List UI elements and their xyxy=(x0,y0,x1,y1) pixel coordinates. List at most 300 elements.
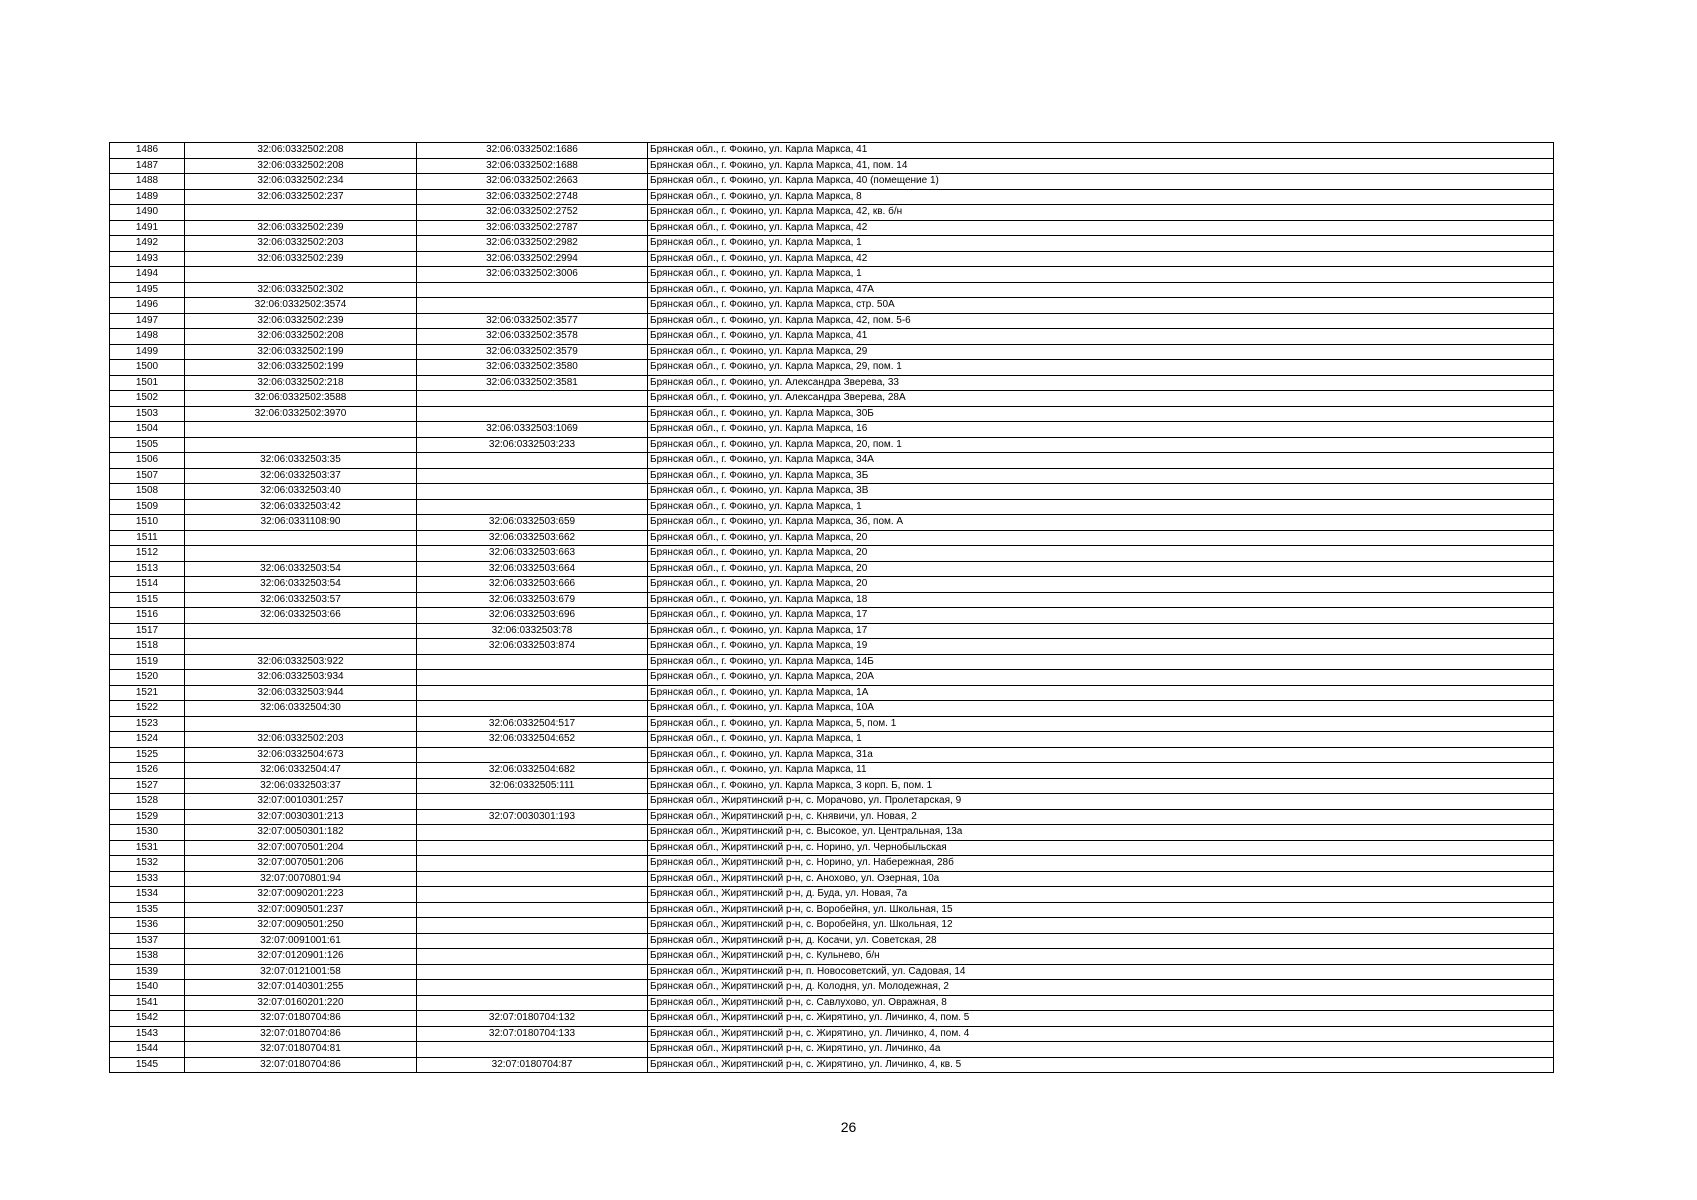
cadastral-number-cell: 32:06:0332502:2982 xyxy=(417,236,648,252)
row-number-cell: 1535 xyxy=(110,902,185,918)
cadastral-number-cell: 32:06:0332503:664 xyxy=(417,561,648,577)
cadastral-number-cell: 32:06:0332503:1069 xyxy=(417,422,648,438)
cadastral-number-parent-cell xyxy=(185,716,417,732)
table-row xyxy=(110,530,1554,546)
cadastral-number-parent-cell: 32:07:0010301:257 xyxy=(185,794,417,810)
table-row xyxy=(110,422,1554,438)
table-row xyxy=(110,406,1554,422)
cadastral-number-cell xyxy=(417,701,648,717)
cadastral-number-cell: 32:06:0332502:2748 xyxy=(417,189,648,205)
table-row xyxy=(110,918,1554,934)
cadastral-number-parent-cell: 32:06:0332504:47 xyxy=(185,763,417,779)
row-number-cell: 1486 xyxy=(110,143,185,159)
cadastral-number-parent-cell: 32:06:0332502:3588 xyxy=(185,391,417,407)
address-cell: Брянская обл., Жирятинский р-н, с. Норино, ул. Набережная, 28б xyxy=(648,856,1554,872)
address-cell: Брянская обл., г. Фокино, ул. Карла Маркса, 3В xyxy=(648,484,1554,500)
address-cell: Брянская обл., Жирятинский р-н, с. Воробейня, ул. Школьная, 15 xyxy=(648,902,1554,918)
cadastral-number-parent-cell: 32:06:0332502:237 xyxy=(185,189,417,205)
cadastral-number-cell: 32:06:0332504:517 xyxy=(417,716,648,732)
table-row xyxy=(110,267,1554,283)
address-cell: Брянская обл., г. Фокино, ул. Карла Маркса, 1 xyxy=(648,499,1554,515)
row-number-cell: 1541 xyxy=(110,995,185,1011)
table-row xyxy=(110,561,1554,577)
cadastral-number-cell xyxy=(417,980,648,996)
table-row xyxy=(110,1042,1554,1058)
cadastral-number-parent-cell: 32:07:0180704:81 xyxy=(185,1042,417,1058)
row-number-cell: 1543 xyxy=(110,1026,185,1042)
cadastral-number-parent-cell: 32:06:0332504:673 xyxy=(185,747,417,763)
address-cell: Брянская обл., г. Фокино, ул. Карла Маркса, 30Б xyxy=(648,406,1554,422)
table-row xyxy=(110,344,1554,360)
row-number-cell: 1502 xyxy=(110,391,185,407)
row-number-cell: 1493 xyxy=(110,251,185,267)
row-number-cell: 1523 xyxy=(110,716,185,732)
cadastral-number-parent-cell: 32:06:0332503:35 xyxy=(185,453,417,469)
address-cell: Брянская обл., Жирятинский р-н, с. Норино, ул. Чернобыльская xyxy=(648,840,1554,856)
row-number-cell: 1524 xyxy=(110,732,185,748)
cadastral-number-parent-cell: 32:06:0332502:208 xyxy=(185,143,417,159)
address-cell: Брянская обл., Жирятинский р-н, с. Жирятино, ул. Личинко, 4а xyxy=(648,1042,1554,1058)
cadastral-number-parent-cell: 32:07:0070501:206 xyxy=(185,856,417,872)
table-row xyxy=(110,236,1554,252)
cadastral-number-cell xyxy=(417,282,648,298)
row-number-cell: 1499 xyxy=(110,344,185,360)
row-number-cell: 1494 xyxy=(110,267,185,283)
address-cell: Брянская обл., Жирятинский р-н, с. Жирятино, ул. Личинко, 4, пом. 5 xyxy=(648,1011,1554,1027)
address-cell: Брянская обл., г. Фокино, ул. Карла Маркса, 3 корп. Б, пом. 1 xyxy=(648,778,1554,794)
table-row xyxy=(110,809,1554,825)
cadastral-number-cell: 32:06:0332503:663 xyxy=(417,546,648,562)
cadastral-number-cell xyxy=(417,654,648,670)
address-cell: Брянская обл., г. Фокино, ул. Карла Маркса, 20, пом. 1 xyxy=(648,437,1554,453)
table-row xyxy=(110,143,1554,159)
address-cell: Брянская обл., г. Фокино, ул. Карла Маркса, 20 xyxy=(648,546,1554,562)
table-row xyxy=(110,639,1554,655)
cadastral-number-parent-cell: 32:07:0090501:237 xyxy=(185,902,417,918)
cadastral-number-cell: 32:06:0332502:3581 xyxy=(417,375,648,391)
address-cell: Брянская обл., г. Фокино, ул. Карла Маркса, 34А xyxy=(648,453,1554,469)
address-cell: Брянская обл., г. Фокино, ул. Карла Маркса, 5, пом. 1 xyxy=(648,716,1554,732)
table-row xyxy=(110,298,1554,314)
cadastral-number-parent-cell xyxy=(185,623,417,639)
row-number-cell: 1505 xyxy=(110,437,185,453)
row-number-cell: 1517 xyxy=(110,623,185,639)
cadastral-number-cell: 32:06:0332504:682 xyxy=(417,763,648,779)
table-row xyxy=(110,313,1554,329)
address-cell: Брянская обл., г. Фокино, ул. Карла Маркса, 31а xyxy=(648,747,1554,763)
address-cell: Брянская обл., Жирятинский р-н, д. Буда, ул. Новая, 7а xyxy=(648,887,1554,903)
row-number-cell: 1519 xyxy=(110,654,185,670)
cadastral-number-parent-cell: 32:07:0180704:86 xyxy=(185,1057,417,1073)
address-cell: Брянская обл., г. Фокино, ул. Карла Маркса, 17 xyxy=(648,623,1554,639)
registry-table-body xyxy=(110,143,1554,1073)
cadastral-number-cell: 32:06:0332504:652 xyxy=(417,732,648,748)
cadastral-number-parent-cell: 32:07:0091001:61 xyxy=(185,933,417,949)
cadastral-number-cell: 32:06:0332503:874 xyxy=(417,639,648,655)
row-number-cell: 1509 xyxy=(110,499,185,515)
table-row xyxy=(110,174,1554,190)
table-row xyxy=(110,995,1554,1011)
row-number-cell: 1528 xyxy=(110,794,185,810)
address-cell: Брянская обл., г. Фокино, ул. Карла Маркса, 11 xyxy=(648,763,1554,779)
cadastral-number-cell xyxy=(417,871,648,887)
address-cell: Брянская обл., г. Фокино, ул. Карла Маркса, 42 xyxy=(648,220,1554,236)
cadastral-number-cell: 32:06:0332503:679 xyxy=(417,592,648,608)
cadastral-number-parent-cell xyxy=(185,639,417,655)
row-number-cell: 1522 xyxy=(110,701,185,717)
row-number-cell: 1516 xyxy=(110,608,185,624)
row-number-cell: 1526 xyxy=(110,763,185,779)
row-number-cell: 1525 xyxy=(110,747,185,763)
table-row xyxy=(110,608,1554,624)
cadastral-number-parent-cell: 32:06:0332502:3970 xyxy=(185,406,417,422)
address-cell: Брянская обл., г. Фокино, ул. Карла Маркса, 3б, пом. А xyxy=(648,515,1554,531)
cadastral-number-parent-cell: 32:06:0332503:57 xyxy=(185,592,417,608)
row-number-cell: 1496 xyxy=(110,298,185,314)
cadastral-number-parent-cell: 32:06:0332502:239 xyxy=(185,313,417,329)
registry-table xyxy=(109,142,1554,1073)
cadastral-number-cell: 32:06:0332502:3578 xyxy=(417,329,648,345)
cadastral-number-cell xyxy=(417,747,648,763)
table-row xyxy=(110,902,1554,918)
address-cell: Брянская обл., г. Фокино, ул. Карла Маркса, 1 xyxy=(648,732,1554,748)
cadastral-number-cell xyxy=(417,391,648,407)
cadastral-number-parent-cell: 32:06:0332502:234 xyxy=(185,174,417,190)
cadastral-number-cell xyxy=(417,499,648,515)
cadastral-number-parent-cell: 32:06:0332502:239 xyxy=(185,220,417,236)
table-row xyxy=(110,964,1554,980)
table-row xyxy=(110,933,1554,949)
cadastral-number-cell: 32:06:0332503:78 xyxy=(417,623,648,639)
cadastral-number-parent-cell: 32:07:0050301:182 xyxy=(185,825,417,841)
table-row xyxy=(110,329,1554,345)
row-number-cell: 1498 xyxy=(110,329,185,345)
cadastral-number-parent-cell: 32:07:0090201:223 xyxy=(185,887,417,903)
address-cell: Брянская обл., Жирятинский р-н, д. Косачи, ул. Советская, 28 xyxy=(648,933,1554,949)
row-number-cell: 1507 xyxy=(110,468,185,484)
row-number-cell: 1506 xyxy=(110,453,185,469)
row-number-cell: 1538 xyxy=(110,949,185,965)
cadastral-number-cell xyxy=(417,685,648,701)
table-row xyxy=(110,685,1554,701)
table-row xyxy=(110,251,1554,267)
table-row xyxy=(110,623,1554,639)
cadastral-number-cell xyxy=(417,918,648,934)
row-number-cell: 1513 xyxy=(110,561,185,577)
cadastral-number-cell: 32:06:0332503:659 xyxy=(417,515,648,531)
cadastral-number-cell xyxy=(417,670,648,686)
row-number-cell: 1530 xyxy=(110,825,185,841)
row-number-cell: 1518 xyxy=(110,639,185,655)
row-number-cell: 1497 xyxy=(110,313,185,329)
address-cell: Брянская обл., г. Фокино, ул. Карла Маркса, 14Б xyxy=(648,654,1554,670)
cadastral-number-parent-cell: 32:06:0332503:37 xyxy=(185,778,417,794)
row-number-cell: 1515 xyxy=(110,592,185,608)
cadastral-number-cell: 32:06:0332502:1688 xyxy=(417,158,648,174)
address-cell: Брянская обл., Жирятинский р-н, с. Высокое, ул. Центральная, 13а xyxy=(648,825,1554,841)
cadastral-number-cell: 32:06:0332502:3580 xyxy=(417,360,648,376)
cadastral-number-parent-cell: 32:06:0332504:30 xyxy=(185,701,417,717)
table-row xyxy=(110,453,1554,469)
cadastral-number-parent-cell: 32:06:0332503:66 xyxy=(185,608,417,624)
table-row xyxy=(110,437,1554,453)
cadastral-number-parent-cell: 32:06:0332503:922 xyxy=(185,654,417,670)
table-row xyxy=(110,1057,1554,1073)
row-number-cell: 1544 xyxy=(110,1042,185,1058)
cadastral-number-parent-cell: 32:07:0120901:126 xyxy=(185,949,417,965)
row-number-cell: 1521 xyxy=(110,685,185,701)
cadastral-number-cell: 32:07:0180704:132 xyxy=(417,1011,648,1027)
page-number: 26 xyxy=(840,1119,857,1135)
cadastral-number-parent-cell: 32:06:0332502:239 xyxy=(185,251,417,267)
address-cell: Брянская обл., Жирятинский р-н, с. Кульнево, б/н xyxy=(648,949,1554,965)
cadastral-number-cell: 32:06:0332502:2663 xyxy=(417,174,648,190)
cadastral-number-parent-cell: 32:07:0180704:86 xyxy=(185,1011,417,1027)
row-number-cell: 1492 xyxy=(110,236,185,252)
address-cell: Брянская обл., г. Фокино, ул. Карла Маркса, 41 xyxy=(648,143,1554,159)
cadastral-number-parent-cell xyxy=(185,437,417,453)
cadastral-number-cell: 32:07:0180704:87 xyxy=(417,1057,648,1073)
address-cell: Брянская обл., г. Фокино, ул. Карла Маркса, 17 xyxy=(648,608,1554,624)
row-number-cell: 1500 xyxy=(110,360,185,376)
cadastral-number-cell xyxy=(417,933,648,949)
cadastral-number-cell: 32:06:0332502:2752 xyxy=(417,205,648,221)
table-row xyxy=(110,546,1554,562)
cadastral-number-parent-cell: 32:07:0180704:86 xyxy=(185,1026,417,1042)
table-row xyxy=(110,468,1554,484)
address-cell: Брянская обл., г. Фокино, ул. Карла Маркса, 29 xyxy=(648,344,1554,360)
cadastral-number-parent-cell: 32:06:0332502:302 xyxy=(185,282,417,298)
table-row xyxy=(110,158,1554,174)
cadastral-number-parent-cell: 32:06:0332502:199 xyxy=(185,344,417,360)
address-cell: Брянская обл., г. Фокино, ул. Карла Маркса, 41, пом. 14 xyxy=(648,158,1554,174)
table-row xyxy=(110,980,1554,996)
address-cell: Брянская обл., Жирятинский р-н, с. Воробейня, ул. Школьная, 12 xyxy=(648,918,1554,934)
table-row xyxy=(110,1011,1554,1027)
row-number-cell: 1520 xyxy=(110,670,185,686)
cadastral-number-cell xyxy=(417,1042,648,1058)
address-cell: Брянская обл., г. Фокино, ул. Карла Маркса, 41 xyxy=(648,329,1554,345)
cadastral-number-cell: 32:07:0180704:133 xyxy=(417,1026,648,1042)
cadastral-number-parent-cell: 32:06:0331108:90 xyxy=(185,515,417,531)
address-cell: Брянская обл., Жирятинский р-н, с. Морачово, ул. Пролетарская, 9 xyxy=(648,794,1554,810)
cadastral-number-cell xyxy=(417,298,648,314)
address-cell: Брянская обл., г. Фокино, ул. Карла Маркса, 1А xyxy=(648,685,1554,701)
cadastral-number-parent-cell: 32:06:0332503:944 xyxy=(185,685,417,701)
table-row xyxy=(110,840,1554,856)
cadastral-number-cell xyxy=(417,825,648,841)
address-cell: Брянская обл., г. Фокино, ул. Карла Маркса, 47А xyxy=(648,282,1554,298)
address-cell: Брянская обл., г. Фокино, ул. Карла Маркса, 20 xyxy=(648,530,1554,546)
table-row xyxy=(110,577,1554,593)
cadastral-number-cell xyxy=(417,949,648,965)
cadastral-number-cell xyxy=(417,453,648,469)
address-cell: Брянская обл., г. Фокино, ул. Карла Маркса, 10А xyxy=(648,701,1554,717)
table-row xyxy=(110,654,1554,670)
cadastral-number-parent-cell: 32:06:0332503:934 xyxy=(185,670,417,686)
row-number-cell: 1534 xyxy=(110,887,185,903)
table-row xyxy=(110,391,1554,407)
row-number-cell: 1542 xyxy=(110,1011,185,1027)
address-cell: Брянская обл., г. Фокино, ул. Карла Маркса, 18 xyxy=(648,592,1554,608)
row-number-cell: 1527 xyxy=(110,778,185,794)
cadastral-number-cell xyxy=(417,840,648,856)
address-cell: Брянская обл., г. Фокино, ул. Карла Маркса, 42 xyxy=(648,251,1554,267)
address-cell: Брянская обл., г. Фокино, ул. Карла Маркса, 8 xyxy=(648,189,1554,205)
table-row xyxy=(110,360,1554,376)
row-number-cell: 1539 xyxy=(110,964,185,980)
table-row xyxy=(110,484,1554,500)
cadastral-number-cell: 32:06:0332502:3577 xyxy=(417,313,648,329)
address-cell: Брянская обл., Жирятинский р-н, с. Жирятино, ул. Личинко, 4, кв. 5 xyxy=(648,1057,1554,1073)
table-row xyxy=(110,375,1554,391)
table-row xyxy=(110,747,1554,763)
address-cell: Брянская обл., Жирятинский р-н, с. Савлухово, ул. Овражная, 8 xyxy=(648,995,1554,1011)
address-cell: Брянская обл., Жирятинский р-н, с. Княвичи, ул. Новая, 2 xyxy=(648,809,1554,825)
cadastral-number-cell: 32:06:0332502:3006 xyxy=(417,267,648,283)
table-row xyxy=(110,205,1554,221)
address-cell: Брянская обл., г. Фокино, ул. Карла Маркса, 20 xyxy=(648,577,1554,593)
cadastral-number-parent-cell: 32:06:0332502:199 xyxy=(185,360,417,376)
table-row xyxy=(110,701,1554,717)
cadastral-number-parent-cell: 32:06:0332502:218 xyxy=(185,375,417,391)
cadastral-number-cell: 32:06:0332502:2994 xyxy=(417,251,648,267)
cadastral-number-parent-cell: 32:07:0090501:250 xyxy=(185,918,417,934)
address-cell: Брянская обл., г. Фокино, ул. Александра Зверева, 33 xyxy=(648,375,1554,391)
address-cell: Брянская обл., г. Фокино, ул. Карла Маркса, 29, пом. 1 xyxy=(648,360,1554,376)
cadastral-number-cell xyxy=(417,995,648,1011)
address-cell: Брянская обл., г. Фокино, ул. Карла Маркса, 42, пом. 5-6 xyxy=(648,313,1554,329)
cadastral-number-cell xyxy=(417,484,648,500)
cadastral-number-parent-cell: 32:07:0140301:255 xyxy=(185,980,417,996)
address-cell: Брянская обл., г. Фокино, ул. Александра Зверева, 28А xyxy=(648,391,1554,407)
row-number-cell: 1490 xyxy=(110,205,185,221)
address-cell: Брянская обл., г. Фокино, ул. Карла Маркса, 16 xyxy=(648,422,1554,438)
table-row xyxy=(110,949,1554,965)
row-number-cell: 1489 xyxy=(110,189,185,205)
row-number-cell: 1510 xyxy=(110,515,185,531)
address-cell: Брянская обл., Жирятинский р-н, с. Жирятино, ул. Личинко, 4, пом. 4 xyxy=(648,1026,1554,1042)
cadastral-number-cell: 32:06:0332503:662 xyxy=(417,530,648,546)
row-number-cell: 1511 xyxy=(110,530,185,546)
row-number-cell: 1504 xyxy=(110,422,185,438)
cadastral-number-parent-cell: 32:07:0030301:213 xyxy=(185,809,417,825)
table-row xyxy=(110,499,1554,515)
cadastral-number-parent-cell: 32:06:0332502:208 xyxy=(185,158,417,174)
table-row xyxy=(110,871,1554,887)
cadastral-number-cell xyxy=(417,856,648,872)
table-row xyxy=(110,189,1554,205)
cadastral-number-cell: 32:06:0332503:696 xyxy=(417,608,648,624)
cadastral-number-parent-cell: 32:06:0332503:54 xyxy=(185,561,417,577)
cadastral-number-cell xyxy=(417,964,648,980)
table-row xyxy=(110,1026,1554,1042)
cadastral-number-cell: 32:06:0332502:2787 xyxy=(417,220,648,236)
cadastral-number-cell: 32:07:0030301:193 xyxy=(417,809,648,825)
address-cell: Брянская обл., г. Фокино, ул. Карла Маркса, 42, кв. б/н xyxy=(648,205,1554,221)
row-number-cell: 1531 xyxy=(110,840,185,856)
cadastral-number-parent-cell: 32:06:0332503:42 xyxy=(185,499,417,515)
row-number-cell: 1495 xyxy=(110,282,185,298)
address-cell: Брянская обл., г. Фокино, ул. Карла Маркса, 1 xyxy=(648,236,1554,252)
table-row xyxy=(110,282,1554,298)
row-number-cell: 1529 xyxy=(110,809,185,825)
table-row xyxy=(110,732,1554,748)
row-number-cell: 1512 xyxy=(110,546,185,562)
table-row xyxy=(110,856,1554,872)
cadastral-number-cell: 32:06:0332502:1686 xyxy=(417,143,648,159)
row-number-cell: 1503 xyxy=(110,406,185,422)
row-number-cell: 1537 xyxy=(110,933,185,949)
table-row xyxy=(110,670,1554,686)
row-number-cell: 1501 xyxy=(110,375,185,391)
cadastral-number-parent-cell: 32:06:0332502:3574 xyxy=(185,298,417,314)
cadastral-number-cell xyxy=(417,794,648,810)
table-row xyxy=(110,515,1554,531)
table-row xyxy=(110,716,1554,732)
table-row xyxy=(110,220,1554,236)
row-number-cell: 1514 xyxy=(110,577,185,593)
address-cell: Брянская обл., Жирятинский р-н, п. Новосоветский, ул. Садовая, 14 xyxy=(648,964,1554,980)
address-cell: Брянская обл., г. Фокино, ул. Карла Маркса, 40 (помещение 1) xyxy=(648,174,1554,190)
cadastral-number-parent-cell: 32:06:0332502:203 xyxy=(185,236,417,252)
cadastral-number-parent-cell xyxy=(185,530,417,546)
address-cell: Брянская обл., Жирятинский р-н, д. Колодня, ул. Молодежная, 2 xyxy=(648,980,1554,996)
address-cell: Брянская обл., г. Фокино, ул. Карла Маркса, стр. 50А xyxy=(648,298,1554,314)
table-row xyxy=(110,763,1554,779)
cadastral-number-cell xyxy=(417,468,648,484)
address-cell: Брянская обл., г. Фокино, ул. Карла Маркса, 19 xyxy=(648,639,1554,655)
table-row xyxy=(110,592,1554,608)
cadastral-number-cell xyxy=(417,406,648,422)
cadastral-number-cell: 32:06:0332502:3579 xyxy=(417,344,648,360)
cadastral-number-parent-cell: 32:07:0070801:94 xyxy=(185,871,417,887)
table-row xyxy=(110,794,1554,810)
cadastral-number-cell: 32:06:0332503:233 xyxy=(417,437,648,453)
row-number-cell: 1533 xyxy=(110,871,185,887)
address-cell: Брянская обл., Жирятинский р-н, с. Анохово, ул. Озерная, 10а xyxy=(648,871,1554,887)
address-cell: Брянская обл., г. Фокино, ул. Карла Маркса, 1 xyxy=(648,267,1554,283)
cadastral-number-cell xyxy=(417,902,648,918)
table-row xyxy=(110,778,1554,794)
row-number-cell: 1488 xyxy=(110,174,185,190)
row-number-cell: 1536 xyxy=(110,918,185,934)
cadastral-number-parent-cell: 32:06:0332502:203 xyxy=(185,732,417,748)
cadastral-number-parent-cell: 32:06:0332503:54 xyxy=(185,577,417,593)
address-cell: Брянская обл., г. Фокино, ул. Карла Маркса, 3Б xyxy=(648,468,1554,484)
table-row xyxy=(110,825,1554,841)
cadastral-number-parent-cell xyxy=(185,267,417,283)
cadastral-number-parent-cell: 32:07:0070501:204 xyxy=(185,840,417,856)
cadastral-number-parent-cell xyxy=(185,422,417,438)
cadastral-number-parent-cell: 32:06:0332502:208 xyxy=(185,329,417,345)
table-row xyxy=(110,887,1554,903)
row-number-cell: 1491 xyxy=(110,220,185,236)
cadastral-number-parent-cell: 32:06:0332503:40 xyxy=(185,484,417,500)
cadastral-number-cell: 32:06:0332505:111 xyxy=(417,778,648,794)
row-number-cell: 1545 xyxy=(110,1057,185,1073)
cadastral-number-parent-cell: 32:07:0160201:220 xyxy=(185,995,417,1011)
cadastral-number-cell xyxy=(417,887,648,903)
cadastral-number-parent-cell: 32:07:0121001:58 xyxy=(185,964,417,980)
row-number-cell: 1540 xyxy=(110,980,185,996)
cadastral-number-parent-cell: 32:06:0332503:37 xyxy=(185,468,417,484)
row-number-cell: 1532 xyxy=(110,856,185,872)
cadastral-number-parent-cell xyxy=(185,205,417,221)
cadastral-number-parent-cell xyxy=(185,546,417,562)
address-cell: Брянская обл., г. Фокино, ул. Карла Маркса, 20 xyxy=(648,561,1554,577)
cadastral-number-cell: 32:06:0332503:666 xyxy=(417,577,648,593)
